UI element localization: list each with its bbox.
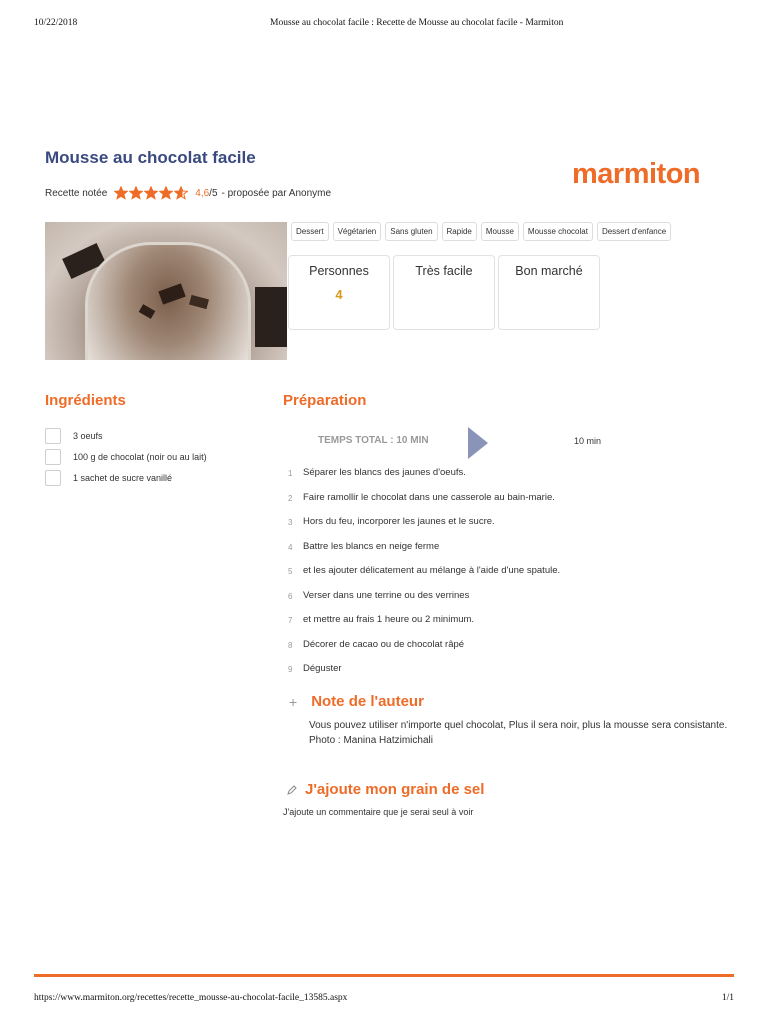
step-text: et mettre au frais 1 heure ou 2 minimum.: [303, 614, 475, 625]
rating-stars: [114, 186, 188, 200]
ingredient-checkbox[interactable]: [45, 449, 61, 465]
author-note-body: Vous pouvez utiliser n'importe quel chocolat, Plus il sera noir, plus la mousse sera consistante.: [309, 720, 728, 731]
star-icon: [144, 186, 158, 200]
difficulty-label: Très facile: [415, 264, 473, 278]
total-time-value: 10 min: [574, 436, 602, 446]
print-footer: [34, 993, 734, 1003]
preparation-steps: [288, 467, 560, 688]
ingredient-label: 3 oeufs: [73, 430, 103, 441]
preparation-step: [288, 565, 560, 590]
rating-value: 4,6/5: [195, 187, 218, 199]
step-text: Séparer les blancs des jaunes d'oeufs.: [303, 467, 466, 478]
grain-de-sel-header[interactable]: [287, 781, 484, 798]
tag[interactable]: Mousse chocolat: [523, 222, 593, 241]
recipe-info: [288, 255, 600, 330]
cost-label: Bon marché: [515, 264, 583, 278]
author-note-heading: Note de l'auteur: [311, 693, 424, 710]
marmiton-logo[interactable]: marmiton: [572, 158, 701, 190]
star-icon: [129, 186, 143, 200]
step-text: et les ajouter délicatement au mélange à l'aide d'une spatule.: [303, 565, 561, 576]
total-time: [318, 425, 608, 459]
tag[interactable]: Rapide: [442, 222, 477, 241]
tag[interactable]: Végétarien: [333, 222, 382, 241]
preparation-step: [288, 467, 560, 492]
tag[interactable]: Sans gluten: [385, 222, 437, 241]
step-number: 3: [288, 518, 293, 527]
recipe-title: Mousse au chocolat facile: [45, 148, 256, 167]
ingredient-checkbox[interactable]: [45, 470, 61, 486]
step-text: Déguster: [303, 663, 342, 674]
step-number: 8: [288, 640, 293, 650]
print-title: Mousse au chocolat facile : Recette de Mousse au chocolat facile - Marmiton: [270, 18, 564, 28]
step-text: Battre les blancs en neige ferme: [303, 540, 440, 552]
step-text: Décorer de cacao ou de chocolat râpé: [303, 638, 465, 650]
proposed-by: - proposée par Anonyme: [221, 187, 332, 199]
grain-de-sel-text[interactable]: J'ajoute un commentaire que je serai seul à voir: [283, 807, 474, 817]
rating-line: [45, 186, 331, 200]
ingredients-list: [45, 425, 207, 488]
preparation-step: [288, 663, 560, 688]
print-url: https://www.marmiton.org/recettes/recette_mousse-au-chocolat-facile_13585.aspx: [34, 993, 348, 1003]
tag[interactable]: Dessert: [291, 222, 329, 241]
ingredient-checkbox[interactable]: [45, 428, 61, 444]
plus-icon[interactable]: +: [289, 693, 298, 710]
persons-card: [288, 255, 390, 330]
print-header: [34, 18, 734, 28]
print-page-number: 1/1: [721, 993, 734, 1003]
star-icon: [174, 186, 188, 200]
preparation-step: [288, 639, 560, 664]
total-time-label: TEMPS TOTAL : 10 MIN: [318, 435, 429, 446]
ingredient-item: [45, 425, 207, 446]
cost-card: [498, 255, 600, 330]
pencil-icon: [287, 785, 297, 795]
recipe-photo: [45, 222, 287, 360]
persons-value: 4: [335, 287, 343, 302]
preparation-step: [288, 614, 560, 639]
step-number: 5: [288, 567, 293, 576]
persons-label: Personnes: [309, 264, 369, 278]
step-number: 4: [288, 542, 293, 552]
step-number: 1: [288, 469, 293, 478]
preparation-step: [288, 492, 560, 517]
step-number: 2: [288, 493, 293, 503]
preparation-step: [288, 590, 560, 615]
preparation-step: [288, 516, 560, 541]
difficulty-card: [393, 255, 495, 330]
ingredient-item: [45, 446, 207, 467]
star-icon: [114, 186, 128, 200]
star-icon: [159, 186, 173, 200]
step-text: Verser dans une terrine ou des verrines: [303, 589, 470, 601]
preparation-heading: Préparation: [283, 392, 367, 409]
step-number: 6: [288, 591, 293, 601]
print-date: 10/22/2018: [34, 18, 78, 28]
footer-rule: [34, 974, 734, 977]
ingredient-label: 1 sachet de sucre vanillé: [73, 472, 173, 483]
rating-prefix: Recette notée: [45, 187, 108, 199]
step-number: 9: [288, 665, 293, 674]
author-note-text: [309, 718, 729, 748]
chocolate-bar-right: [255, 287, 287, 347]
author-note-photo: Photo : Manina Hatzimichali: [309, 735, 433, 746]
step-text: Hors du feu, incorporer les jaunes et le sucre.: [303, 516, 495, 527]
play-arrow-icon[interactable]: [468, 427, 488, 459]
tag[interactable]: Mousse: [481, 222, 519, 241]
preparation-step: [288, 541, 560, 566]
recipe-tags: [291, 222, 671, 241]
ingredients-heading: Ingrédients: [45, 392, 126, 409]
step-number: 7: [288, 616, 293, 625]
step-text: Faire ramollir le chocolat dans une casserole au bain-marie.: [303, 491, 555, 503]
ingredient-item: [45, 467, 207, 488]
author-note-header[interactable]: [289, 693, 424, 710]
ingredient-label: 100 g de chocolat (noir ou au lait): [73, 451, 207, 462]
tag[interactable]: Dessert d'enfance: [597, 222, 671, 241]
grain-de-sel-heading: J'ajoute mon grain de sel: [305, 781, 485, 798]
